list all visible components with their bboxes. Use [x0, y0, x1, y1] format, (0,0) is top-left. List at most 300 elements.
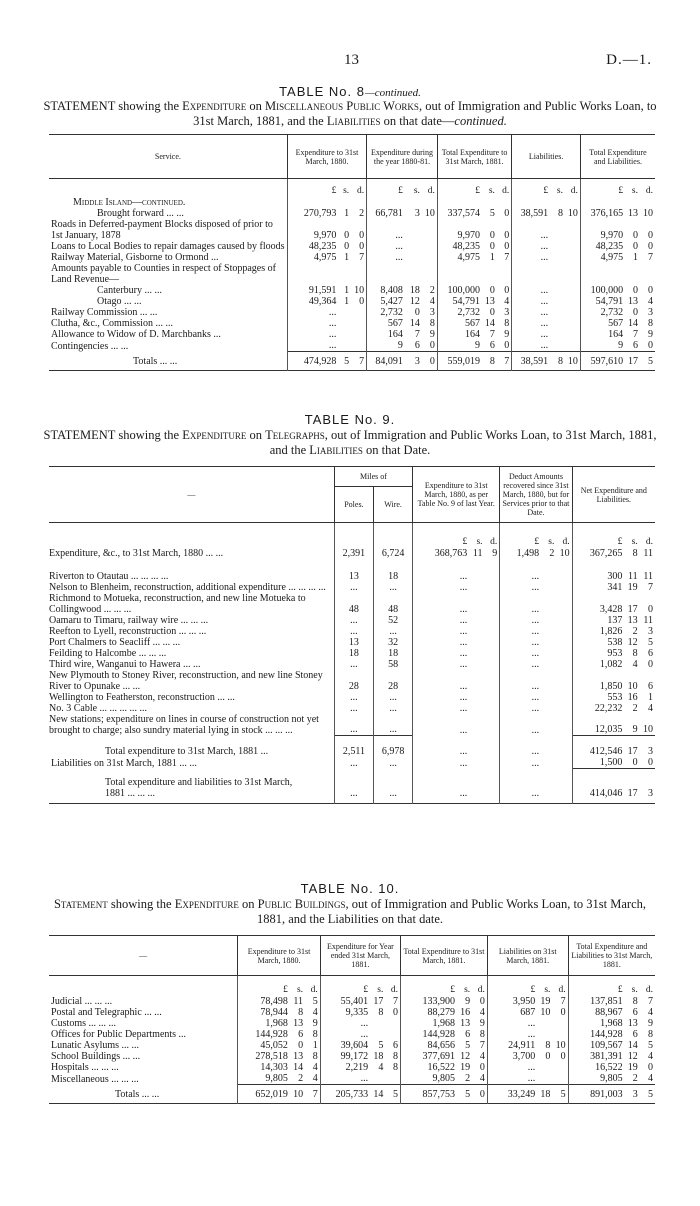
- amount-pounds: 133,900: [401, 996, 457, 1007]
- amount-pence: 0: [359, 241, 365, 252]
- amount-shillings: [550, 219, 565, 241]
- totals-row: [49, 352, 655, 371]
- amount-pounds: ...: [413, 670, 470, 692]
- table-row: [49, 1073, 655, 1085]
- amount-shillings: [469, 582, 484, 593]
- amount-pounds: ...: [287, 340, 338, 352]
- amount-pounds: 4,975: [580, 252, 625, 263]
- amount-shillings: [338, 263, 351, 285]
- blank-cell: [49, 179, 287, 198]
- amount-pounds: 91,591: [287, 285, 338, 296]
- amount-pence: 6: [393, 1040, 399, 1051]
- t9-header-wire: Wire.: [373, 487, 412, 523]
- row-label: Total expenditure and liabilities to 31st March, 1881 ... ... ...: [105, 776, 293, 799]
- amount-pounds: 376,165: [580, 208, 625, 219]
- amount-pence: [485, 736, 500, 758]
- amount-shillings: 6: [465, 1029, 471, 1040]
- amount-shillings: [541, 692, 556, 703]
- poles-value: 18: [334, 648, 373, 659]
- amount-pounds: 368,763: [413, 548, 470, 559]
- unit-pence: d.: [310, 985, 318, 995]
- unit-pence: d.: [570, 186, 578, 196]
- amount-pounds: ...: [500, 648, 541, 659]
- t10-header-liabilities: Liabilities on 31st March, 1881.: [487, 936, 568, 976]
- amount-pounds: [512, 263, 550, 285]
- amount-pence: [485, 582, 500, 593]
- amount-pounds: ...: [367, 219, 405, 241]
- amount-pence: [351, 340, 366, 352]
- row-label: Nelson to Blenheim, reconstruction, additional expenditure ... ... ... ...: [49, 581, 326, 593]
- amount-shillings: 6: [489, 340, 495, 351]
- amount-shillings: 11: [628, 570, 638, 582]
- amount-shillings: 6: [414, 340, 420, 351]
- amount-pence: 4: [648, 296, 653, 307]
- amount-pence: [552, 1062, 568, 1073]
- row-label: Third wire, Wanganui to Hawera ... ...: [49, 658, 201, 670]
- amount-shillings: 0: [414, 307, 420, 318]
- amount-pence: 10: [555, 1040, 566, 1051]
- blank-cell: [541, 523, 556, 537]
- blank-cell: [334, 523, 373, 537]
- blank-cell: [49, 976, 238, 997]
- amount-pence: 4: [648, 1051, 653, 1062]
- amount-pence: 0: [648, 603, 653, 615]
- amount-pence: [556, 659, 572, 670]
- row-label: New Plymouth to Stoney River, reconstruction, and new line Stoney River to Opunake ... ...: [49, 669, 323, 692]
- amount-shillings: [537, 1018, 552, 1029]
- t10-header-dash: —: [49, 936, 238, 976]
- unit-pence: d.: [562, 536, 570, 547]
- amount-shillings: 18: [409, 285, 420, 296]
- amount-shillings: [541, 670, 556, 692]
- amount-pence: 7: [504, 252, 510, 263]
- amount-pence: 5: [312, 996, 318, 1007]
- amount-pounds: 278,518: [238, 1051, 290, 1062]
- amount-pence: 0: [479, 1062, 485, 1073]
- amount-pounds: 9,335: [320, 1007, 370, 1018]
- blank-cell: [338, 197, 351, 208]
- amount-pence: [556, 670, 572, 692]
- unit-pounds: £: [413, 537, 470, 548]
- amount-pence: [556, 615, 572, 626]
- unit-pounds: £: [437, 179, 482, 198]
- row-label: Liabilities on 31st March, 1881 ... ...: [51, 757, 197, 769]
- amount-pounds: ...: [487, 1018, 537, 1029]
- amount-pounds: ...: [500, 659, 541, 670]
- amount-pence: [640, 263, 655, 285]
- amount-pence: 7: [648, 252, 653, 263]
- amount-pounds: ...: [487, 1073, 537, 1085]
- amount-shillings: 13: [293, 1018, 304, 1029]
- row-label: Reefton to Lyell, reconstruction ... ... ...: [49, 625, 207, 637]
- t9-header-dash: —: [49, 467, 334, 523]
- amount-pence: 10: [565, 352, 580, 371]
- row-label: Oamaru to Timaru, railway wire ... ... ...: [49, 614, 209, 626]
- t9-header-exp: Expenditure to 31st March, 1880, as per Table No. 9 of last Year.: [413, 467, 500, 523]
- wire-value: 6,724: [373, 548, 412, 559]
- amount-pence: 3: [648, 625, 653, 637]
- amount-shillings: [550, 296, 565, 307]
- amount-pence: 7: [560, 996, 566, 1007]
- amount-pounds: 33,249: [487, 1085, 537, 1104]
- t8-header-service: Service.: [49, 135, 287, 179]
- liabilities-row: [49, 757, 655, 769]
- amount-pounds: 597,610: [580, 352, 625, 371]
- amount-pence: [556, 769, 572, 804]
- amount-shillings: 19: [627, 581, 638, 593]
- amount-pounds: 48,235: [580, 241, 625, 252]
- table-row: [49, 1029, 655, 1040]
- table-row: [49, 329, 655, 340]
- amount-pounds: ...: [320, 1029, 370, 1040]
- amount-pence: [556, 582, 572, 593]
- amount-pence: [565, 241, 580, 252]
- row-label: Otago ... ...: [97, 296, 142, 307]
- table-row: [49, 340, 655, 352]
- table-9: [49, 466, 655, 804]
- amount-shillings: 12: [409, 296, 420, 307]
- t8-header-exp-year: Expenditure during the year 1880-81.: [367, 135, 438, 179]
- table-row: [49, 582, 655, 593]
- table-10-statement: Statement showing the Expenditure on Public Buildings, out of Immigration and Public Works Loan, to 31st March, 1881, and the Liabilities on that date.: [53, 897, 647, 926]
- table-row: [49, 1018, 655, 1029]
- amount-shillings: 5: [338, 352, 351, 371]
- blank-cell: [373, 523, 412, 537]
- amount-shillings: 8: [632, 647, 638, 659]
- page-number: 13: [344, 52, 359, 68]
- row-label: Lunatic Asylums ... ...: [51, 1040, 140, 1051]
- unit-shillings: s.: [296, 985, 304, 995]
- amount-pence: 4: [479, 1007, 485, 1018]
- blank-cell: [500, 523, 541, 537]
- amount-pence: 0: [560, 1051, 566, 1062]
- amount-pounds: ...: [413, 626, 470, 637]
- amount-pounds: 2,732: [367, 307, 405, 318]
- wire-value: ...: [373, 626, 412, 637]
- amount-shillings: 2: [632, 1073, 638, 1084]
- amount-pence: [485, 559, 500, 582]
- blank-cell: [624, 523, 639, 537]
- amount-pence: [385, 1073, 400, 1085]
- amount-shillings: [370, 1073, 385, 1085]
- t8-header-total-liab: Total Expenditure and Liabilities.: [580, 135, 655, 179]
- amount-pounds: 857,753: [401, 1085, 457, 1104]
- amount-pence: [556, 626, 572, 637]
- amount-pence: 4: [429, 296, 435, 307]
- unit-shillings: s.: [631, 985, 638, 995]
- amount-pence: 11: [643, 547, 653, 559]
- table-row: [49, 692, 655, 703]
- unit-pence: d.: [645, 186, 653, 196]
- wire-value: ...: [373, 757, 412, 769]
- unit-shillings: s.: [548, 536, 555, 547]
- amount-shillings: 14: [627, 1040, 638, 1051]
- amount-pounds: 9: [367, 340, 405, 352]
- amount-shillings: 0: [489, 307, 495, 318]
- amount-shillings: 19: [540, 996, 551, 1007]
- amount-pence: 1: [312, 1040, 318, 1051]
- t8-header-exp1880: Expenditure to 31st March, 1880.: [287, 135, 366, 179]
- amount-pounds: ...: [500, 670, 541, 692]
- blank-cell: [640, 523, 655, 537]
- amount-pence: 9: [504, 329, 510, 340]
- amount-pounds: 66,781: [367, 208, 405, 219]
- blank-cell: [287, 197, 338, 208]
- amount-shillings: 17: [625, 352, 640, 371]
- amount-shillings: 0: [632, 285, 638, 296]
- amount-pence: [351, 263, 366, 285]
- amount-pence: [385, 1018, 400, 1029]
- row-label: School Buildings ... ...: [51, 1051, 141, 1062]
- amount-pounds: 109,567: [568, 1040, 624, 1051]
- amount-shillings: [469, 670, 484, 692]
- amount-pounds: 2,732: [580, 307, 625, 318]
- amount-shillings: [541, 593, 556, 615]
- amount-pounds: 4,975: [437, 252, 482, 263]
- amount-pence: [552, 1029, 568, 1040]
- amount-pounds: 341: [572, 582, 624, 593]
- amount-shillings: [469, 703, 484, 714]
- row-label: No. 3 Cable ... ... ... ... ...: [49, 702, 148, 714]
- blank-cell: [422, 197, 437, 208]
- amount-shillings: 10: [540, 1007, 551, 1018]
- amount-pence: 7: [351, 352, 366, 371]
- amount-pence: 0: [472, 1085, 487, 1104]
- amount-shillings: [469, 626, 484, 637]
- amount-pounds: ...: [413, 736, 470, 758]
- amount-pence: 2: [429, 285, 435, 296]
- amount-shillings: [541, 659, 556, 670]
- blank-cell: [334, 537, 373, 548]
- amount-pounds: ...: [500, 615, 541, 626]
- amount-pounds: ...: [413, 582, 470, 593]
- wire-value: 6,978: [373, 736, 412, 758]
- amount-pence: [422, 219, 437, 241]
- amount-pence: 3: [429, 307, 435, 318]
- t9-header-net: Net Expenditure and Liabilities.: [572, 467, 655, 523]
- amount-pence: 7: [479, 1040, 485, 1051]
- amount-pounds: [580, 263, 625, 285]
- amount-pence: [485, 692, 500, 703]
- amount-pounds: 4,975: [287, 252, 338, 263]
- table-row: [49, 219, 655, 241]
- t9-header-poles: Poles.: [334, 487, 373, 523]
- amount-pounds: 144,928: [568, 1029, 624, 1040]
- amount-shillings: 13: [627, 614, 638, 626]
- table-row: [49, 252, 655, 263]
- amount-pence: 3: [504, 307, 510, 318]
- amount-shillings: [469, 648, 484, 659]
- row-label: Wellington to Featherston, reconstruction ... ...: [49, 691, 235, 703]
- document-reference: D.—1.: [606, 52, 652, 68]
- amount-pence: [552, 1018, 568, 1029]
- total-all-row: [49, 769, 655, 804]
- row-label: Offices for Public Departments ...: [51, 1029, 187, 1040]
- blank-cell: [497, 197, 512, 208]
- amount-shillings: 1: [632, 252, 638, 263]
- blank-cell: [413, 523, 470, 537]
- amount-pounds: ...: [500, 637, 541, 648]
- amount-pounds: 38,591: [512, 208, 550, 219]
- blank-cell: [550, 197, 565, 208]
- amount-shillings: 7: [489, 329, 495, 340]
- amount-pence: [556, 692, 572, 703]
- amount-shillings: [541, 714, 556, 736]
- unit-shillings: s.: [556, 186, 563, 196]
- amount-pence: 0: [504, 285, 510, 296]
- amount-shillings: 14: [627, 318, 638, 329]
- amount-shillings: 17: [624, 769, 639, 804]
- amount-pounds: ...: [320, 1073, 370, 1085]
- amount-pounds: 48,235: [437, 241, 482, 252]
- blank-cell: [512, 197, 550, 208]
- unit-shillings: s.: [476, 536, 483, 547]
- unit-pence: d.: [645, 985, 653, 995]
- amount-pounds: ...: [367, 241, 405, 252]
- amount-pence: 5: [385, 1085, 400, 1104]
- amount-pounds: 99,172: [320, 1051, 370, 1062]
- amount-pounds: 84,091: [367, 352, 405, 371]
- amount-shillings: 19: [627, 1062, 638, 1073]
- amount-pounds: ...: [413, 769, 470, 804]
- amount-pence: 0: [422, 352, 437, 371]
- amount-pounds: ...: [367, 252, 405, 263]
- poles-value: 2,511: [334, 736, 373, 758]
- amount-pounds: ...: [500, 582, 541, 593]
- amount-shillings: 1: [344, 285, 350, 296]
- amount-shillings: [469, 714, 484, 736]
- row-label: Riverton to Otautau ... ... ... ...: [49, 570, 169, 582]
- amount-pence: 5: [648, 636, 653, 648]
- amount-shillings: 5: [489, 208, 495, 219]
- amount-pounds: 567: [367, 318, 405, 329]
- amount-pence: [485, 703, 500, 714]
- units-row: [49, 976, 655, 997]
- amount-pounds: ...: [487, 1029, 537, 1040]
- table-row: [49, 263, 655, 285]
- amount-pounds: ...: [413, 703, 470, 714]
- wire-value: ...: [373, 714, 412, 736]
- amount-pounds: 164: [437, 329, 482, 340]
- amount-shillings: [550, 329, 565, 340]
- row-label: Port Chalmers to Seacliff ... ... ...: [49, 636, 181, 648]
- unit-pence: d.: [356, 186, 365, 196]
- poles-value: 28: [334, 670, 373, 692]
- amount-pence: 4: [312, 1073, 318, 1084]
- amount-shillings: 8: [482, 352, 497, 371]
- blank-cell: [49, 537, 334, 548]
- amount-pounds: ...: [500, 714, 541, 736]
- poles-value: ...: [334, 769, 373, 804]
- amount-pence: 4: [648, 1007, 653, 1018]
- table-10: [49, 935, 655, 1104]
- amount-pence: 8: [479, 1029, 485, 1040]
- amount-shillings: 17: [627, 603, 638, 615]
- amount-pence: 4: [479, 1051, 485, 1062]
- unit-pence: d.: [427, 186, 435, 196]
- row-label: Feilding to Halcombe ... ... ...: [49, 647, 167, 659]
- table-row: [49, 1062, 655, 1073]
- amount-pounds: 1,498: [500, 548, 541, 559]
- amount-pounds: 48,235: [287, 241, 338, 252]
- amount-pence: [556, 559, 572, 582]
- t10-header-total: Total Expenditure to 31st March, 1881.: [401, 936, 488, 976]
- amount-pounds: 300: [572, 559, 624, 582]
- amount-pence: [565, 252, 580, 263]
- table-row: [49, 1051, 655, 1062]
- amount-pounds: 14,303: [238, 1062, 290, 1073]
- unit-pounds: £: [320, 976, 370, 997]
- amount-pounds: ...: [320, 1018, 370, 1029]
- amount-shillings: [338, 329, 351, 340]
- amount-pence: 8: [312, 1029, 318, 1040]
- amount-pounds: 381,391: [568, 1051, 624, 1062]
- amount-pounds: ...: [512, 340, 550, 352]
- wire-value: 18: [373, 559, 412, 582]
- unit-shillings: s.: [343, 186, 350, 196]
- amount-shillings: 9: [465, 996, 471, 1007]
- amount-shillings: [469, 593, 484, 615]
- amount-pence: 3: [648, 307, 653, 318]
- amount-pounds: ...: [512, 307, 550, 318]
- amount-shillings: 19: [460, 1062, 471, 1073]
- amount-pence: 10: [643, 724, 653, 735]
- wire-value: 32: [373, 637, 412, 648]
- amount-pounds: 144,928: [401, 1029, 457, 1040]
- amount-pence: [565, 318, 580, 329]
- amount-pounds: 1,968: [401, 1018, 457, 1029]
- amount-pence: 9: [479, 1018, 485, 1029]
- blank-cell: [556, 523, 572, 537]
- amount-pence: 5: [552, 1085, 568, 1104]
- amount-pence: 5: [648, 1040, 653, 1051]
- amount-shillings: [550, 318, 565, 329]
- amount-pence: 0: [648, 230, 653, 241]
- table-row: [49, 648, 655, 659]
- unit-pounds: £: [572, 537, 624, 548]
- amount-pounds: ...: [287, 307, 338, 318]
- unit-pounds: £: [580, 179, 625, 198]
- amount-shillings: 6: [632, 1029, 638, 1040]
- amount-pence: 0: [504, 340, 510, 351]
- amount-pounds: 88,967: [568, 1007, 624, 1018]
- amount-pence: [556, 593, 572, 615]
- amount-pence: 6: [648, 647, 653, 659]
- table-row: [49, 593, 655, 615]
- amount-pence: [485, 769, 500, 804]
- amount-pence: 1: [648, 691, 653, 703]
- section-label: Middle Island—continued.: [73, 197, 186, 208]
- amount-shillings: 11: [472, 547, 483, 559]
- blank-cell: [351, 197, 366, 208]
- amount-shillings: [405, 263, 422, 285]
- amount-pence: [351, 307, 366, 318]
- unit-pence: d.: [477, 985, 485, 995]
- poles-value: ...: [334, 692, 373, 703]
- amount-pence: 0: [504, 230, 510, 241]
- amount-shillings: 8: [378, 1007, 384, 1018]
- amount-shillings: 0: [489, 241, 495, 252]
- amount-shillings: 8: [545, 1040, 551, 1051]
- amount-shillings: 6: [632, 1007, 638, 1018]
- amount-pounds: 84,656: [401, 1040, 457, 1051]
- amount-shillings: 5: [465, 1040, 471, 1051]
- amount-shillings: 14: [409, 318, 420, 329]
- amount-shillings: [541, 769, 556, 804]
- table-row: [49, 548, 655, 559]
- poles-value: ...: [334, 757, 373, 769]
- amount-pounds: 49,364: [287, 296, 338, 307]
